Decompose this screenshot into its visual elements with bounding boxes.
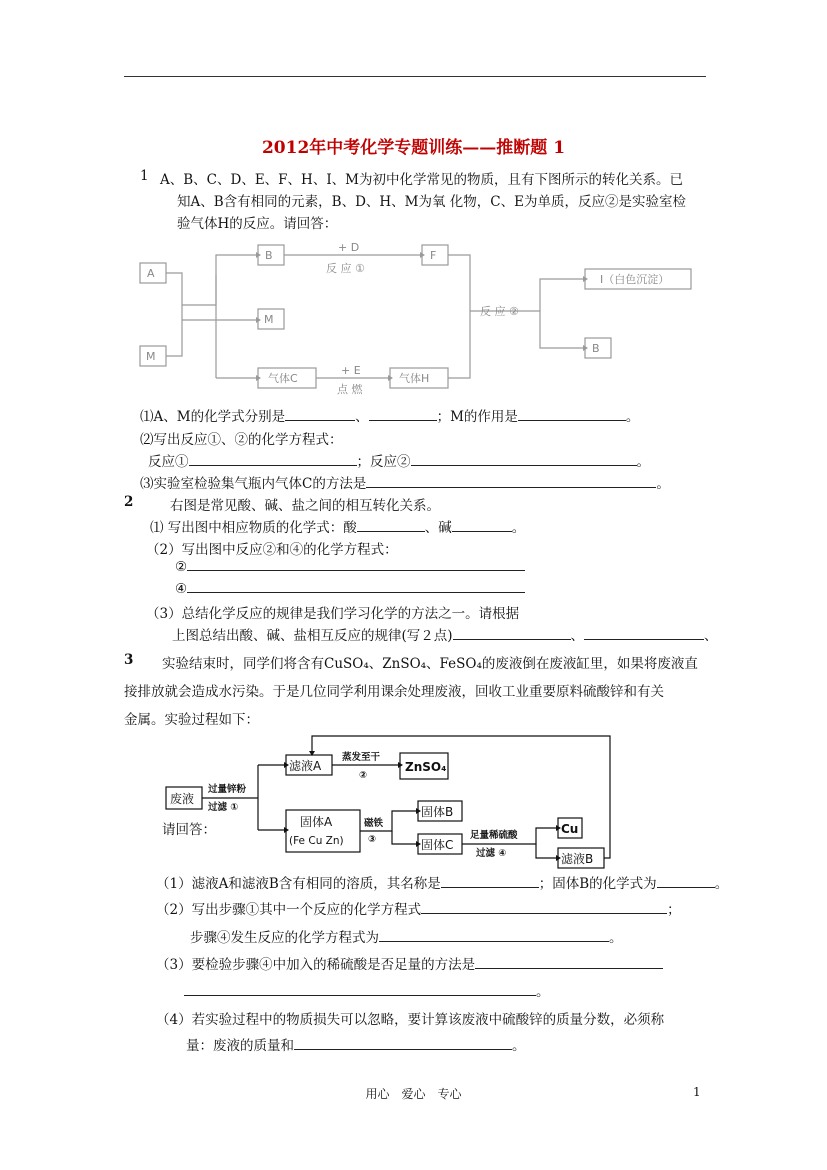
node-A: A — [147, 267, 155, 280]
node-znso4: ZnSO₄ — [405, 760, 447, 774]
q3-ask: 请回答： — [162, 822, 216, 838]
q1-stem-line3: 验气体H的反应。请回答： — [177, 216, 338, 232]
q1-stem-line1: A、B、C、D、E、F、H、I、M为初中化学常见的物质，且有下图所示的转化关系。已 — [160, 172, 683, 188]
node-B-end: B — [592, 342, 600, 355]
q3-part2-step4: 步骤④发生反应的化学方程式为 。 — [190, 930, 623, 946]
answer-blank[interactable] — [475, 956, 663, 969]
q3-part4: （4）若实验过程中的物质损失可以忽略，要计算该废液中硫酸锌的质量分数，必须称 — [156, 1012, 665, 1028]
answer-blank[interactable] — [657, 875, 715, 888]
label-step2-number: ② — [359, 770, 368, 781]
answer-blank[interactable] — [366, 475, 656, 488]
q3-number: 3 — [124, 652, 134, 668]
q2-part1: ⑴ 写出图中相应物质的化学式：酸 、碱 。 — [150, 520, 526, 536]
label-step2: 蒸发至干 — [342, 752, 381, 763]
answer-blank[interactable] — [189, 453, 357, 466]
q1-stem-line2: 知A、B含有相同的元素，B、D、H、M为氧 化物，C、E为单质，反应②是实验室检 — [177, 194, 686, 210]
q1-part2-answers: 反应① ；反应② 。 — [148, 454, 650, 470]
answer-blank[interactable] — [369, 408, 437, 421]
answer-blank[interactable] — [584, 627, 704, 640]
answer-blank[interactable] — [518, 408, 626, 421]
node-solid-A-contents: (Fe Cu Zn) — [289, 835, 344, 847]
answer-blank[interactable] — [285, 408, 355, 421]
header-rule — [124, 76, 706, 77]
label-step1-filter: 过滤 ① — [208, 802, 239, 813]
q3-part2: （2）写出步骤①其中一个反应的化学方程式 ； — [156, 902, 681, 918]
q2-number: 2 — [124, 494, 134, 510]
q1-part2: ⑵写出反应①、②的化学方程式： — [140, 432, 343, 448]
q3-stem-line3: 金属。实验过程如下： — [124, 712, 259, 728]
label-reaction-1: 反 应 ① — [326, 262, 365, 275]
q2-part3: （3）总结化学反应的规律是我们学习化学的方法之一。请根据 — [146, 606, 520, 622]
node-M-start: M — [146, 350, 156, 363]
node-solid-A: 固体A — [300, 815, 333, 829]
q2-stem: 右图是常见酸、碱、盐之间的相互转化关系。 — [170, 498, 440, 514]
q3-stem-line1: 实验结束时，同学们将含有CuSO₄、ZnSO₄、FeSO₄的废液倒在废液缸里，如果将废液直 — [162, 656, 698, 672]
label-plus-D: + D — [338, 241, 360, 254]
node-B: B — [265, 249, 273, 262]
label-step3: 磁铁 — [364, 818, 384, 829]
q1-part1: ⑴A、M的化学式分别是 、 ；M的作用是 。 — [140, 409, 640, 425]
q2-eq4: ④ — [175, 580, 525, 597]
q2-part3-answers: 上图总结出酸、碱、盐相互反应的规律(写２点) 、 、 — [172, 628, 718, 644]
label-step4-reagent: 足量稀硫酸 — [470, 830, 518, 841]
node-filtrate-B: 滤液B — [561, 852, 594, 866]
node-cu: Cu — [561, 822, 579, 836]
node-I: I（白色沉淀） — [600, 273, 670, 286]
answer-blank[interactable] — [187, 580, 525, 593]
q1-part3: ⑶实验室检验集气瓶内气体C的方法是 。 — [140, 476, 670, 492]
node-filtrate-A: 滤液A — [289, 759, 322, 773]
node-solid-B: 固体B — [421, 805, 454, 819]
node-solid-C: 固体C — [421, 838, 454, 852]
node-waste: 废液 — [170, 792, 195, 806]
q3-diagram — [160, 730, 620, 872]
label-plus-E: + E — [341, 364, 361, 377]
label-step1-reagent: 过量锌粉 — [208, 784, 247, 795]
q3-part1: （1）滤液A和滤液B含有相同的溶质，其名称是 ；固体B的化学式为 。 — [156, 876, 729, 892]
q1-diagram — [130, 235, 710, 395]
node-F: F — [430, 249, 437, 262]
label-reaction-2: 反 应 ② — [480, 305, 519, 318]
label-ignite: 点 燃 — [337, 383, 363, 395]
q2-part2: （2）写出图中反应②和④的化学方程式： — [146, 542, 398, 558]
q3-part3-line2: 。 — [184, 980, 550, 1000]
page-title: 2012年中考化学专题训练——推断题 1 — [261, 138, 566, 158]
q3-part3: （3）要检验步骤④中加入的稀硫酸是否足量的方法是 — [156, 953, 663, 973]
answer-blank[interactable] — [441, 875, 539, 888]
answer-blank[interactable] — [357, 519, 425, 532]
node-gas-H: 气体H — [399, 372, 430, 385]
q1-number: 1 — [140, 168, 149, 184]
answer-blank[interactable] — [294, 1037, 512, 1050]
page-footer: 用心 爱心 专心 — [365, 1087, 462, 1101]
answer-blank[interactable] — [411, 453, 637, 466]
q3-stem-line2: 接排放就会造成水污染。于是几位同学利用课余处理废液，回收工业重要原料硫酸锌和有关 — [124, 684, 664, 700]
answer-blank[interactable] — [184, 983, 536, 996]
q3-part4-line2: 量：废液的质量和 。 — [186, 1038, 526, 1054]
answer-blank[interactable] — [452, 519, 512, 532]
page-number: 1 — [693, 1085, 701, 1099]
node-M-mid: M — [264, 313, 274, 326]
answer-blank[interactable] — [187, 558, 525, 571]
label-step4-filter: 过滤 ④ — [476, 848, 507, 859]
q2-eq2: ② — [175, 558, 525, 575]
label-step3-number: ③ — [368, 834, 377, 845]
answer-blank[interactable] — [453, 627, 571, 640]
node-gas-C: 气体C — [268, 372, 298, 385]
answer-blank[interactable] — [421, 901, 667, 914]
answer-blank[interactable] — [379, 929, 609, 942]
